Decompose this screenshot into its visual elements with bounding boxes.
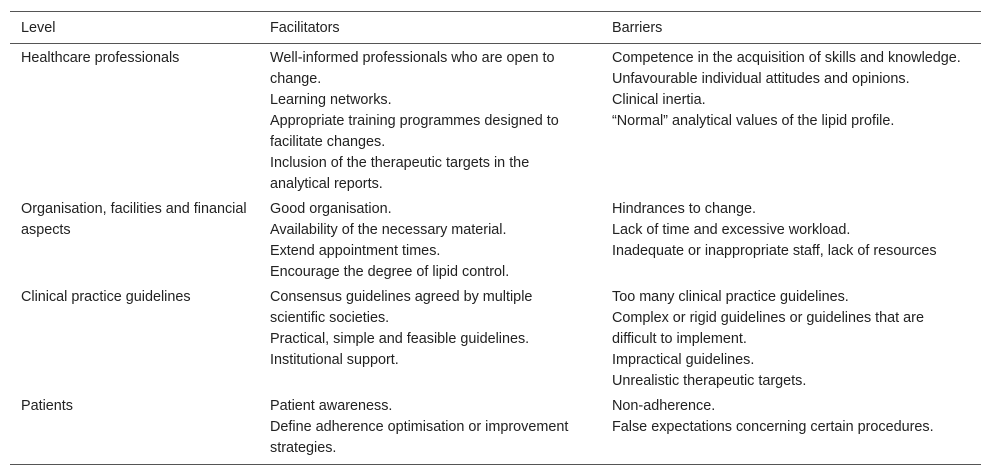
facilitators-cell [259,44,601,196]
facilitators-cell [259,283,601,392]
barrier-item: False expectations concerning certain procedures. [612,419,934,435]
header-row [10,12,981,44]
facilitator-item: Inclusion of the therapeutic targets in the analytical reports. [270,155,530,192]
header-level: Level [10,12,259,44]
header-barriers: Barriers [601,12,981,44]
table-row [10,283,981,392]
barrier-item: Unfavourable individual attitudes and opinions. [612,71,910,87]
barriers-cell [601,392,981,465]
facilitator-item: Encourage the degree of lipid control. [270,264,510,280]
level-text: Clinical practice guidelines [21,289,191,305]
barrier-item: Lack of time and excessive workload. [612,222,851,238]
barrier-item: Impractical guidelines. [612,352,755,368]
table-row [10,392,981,465]
level-text: Organisation, facilities and financial aspects [21,201,247,238]
barrier-item: Non-adherence. [612,398,716,414]
facilitators-cell [259,392,601,465]
level-cell [10,392,259,465]
level-cell [10,44,259,196]
barriers-cell [601,283,981,392]
facilitator-item: Patient awareness. [270,398,393,414]
barrier-item: Too many clinical practice guidelines. [612,289,849,305]
facilitator-item: Consensus guidelines agreed by multiple scientific societies. [270,289,533,326]
barriers-cell [601,195,981,283]
table-row [10,44,981,196]
barrier-item: Competence in the acquisition of skills and knowledge. [612,50,961,66]
facilitator-item: Institutional support. [270,352,399,368]
facilitators-barriers-table [10,11,981,465]
barrier-item: Clinical inertia. [612,92,706,108]
barrier-item: Complex or rigid guidelines or guidelines that are difficult to implement. [612,310,924,347]
header-facilitators: Facilitators [259,12,601,44]
facilitator-item: Good organisation. [270,201,392,217]
facilitator-item: Well-informed professionals who are open to change. [270,50,555,87]
barrier-item: Inadequate or inappropriate staff, lack of resources [612,243,937,259]
facilitator-item: Appropriate training programmes designed to facilitate changes. [270,113,559,150]
level-text: Patients [21,398,73,414]
barriers-cell [601,44,981,196]
facilitators-cell [259,195,601,283]
barrier-item: Unrealistic therapeutic targets. [612,373,807,389]
barrier-item: Hindrances to change. [612,201,756,217]
table-row [10,195,981,283]
facilitator-item: Practical, simple and feasible guidelines. [270,331,530,347]
facilitator-item: Availability of the necessary material. [270,222,507,238]
facilitator-item: Learning networks. [270,92,392,108]
level-cell [10,283,259,392]
barrier-item: “Normal” analytical values of the lipid profile. [612,113,895,129]
facilitator-item: Extend appointment times. [270,243,441,259]
level-cell [10,195,259,283]
level-text: Healthcare professionals [21,50,180,66]
facilitator-item: Define adherence optimisation or improvement strategies. [270,419,569,456]
